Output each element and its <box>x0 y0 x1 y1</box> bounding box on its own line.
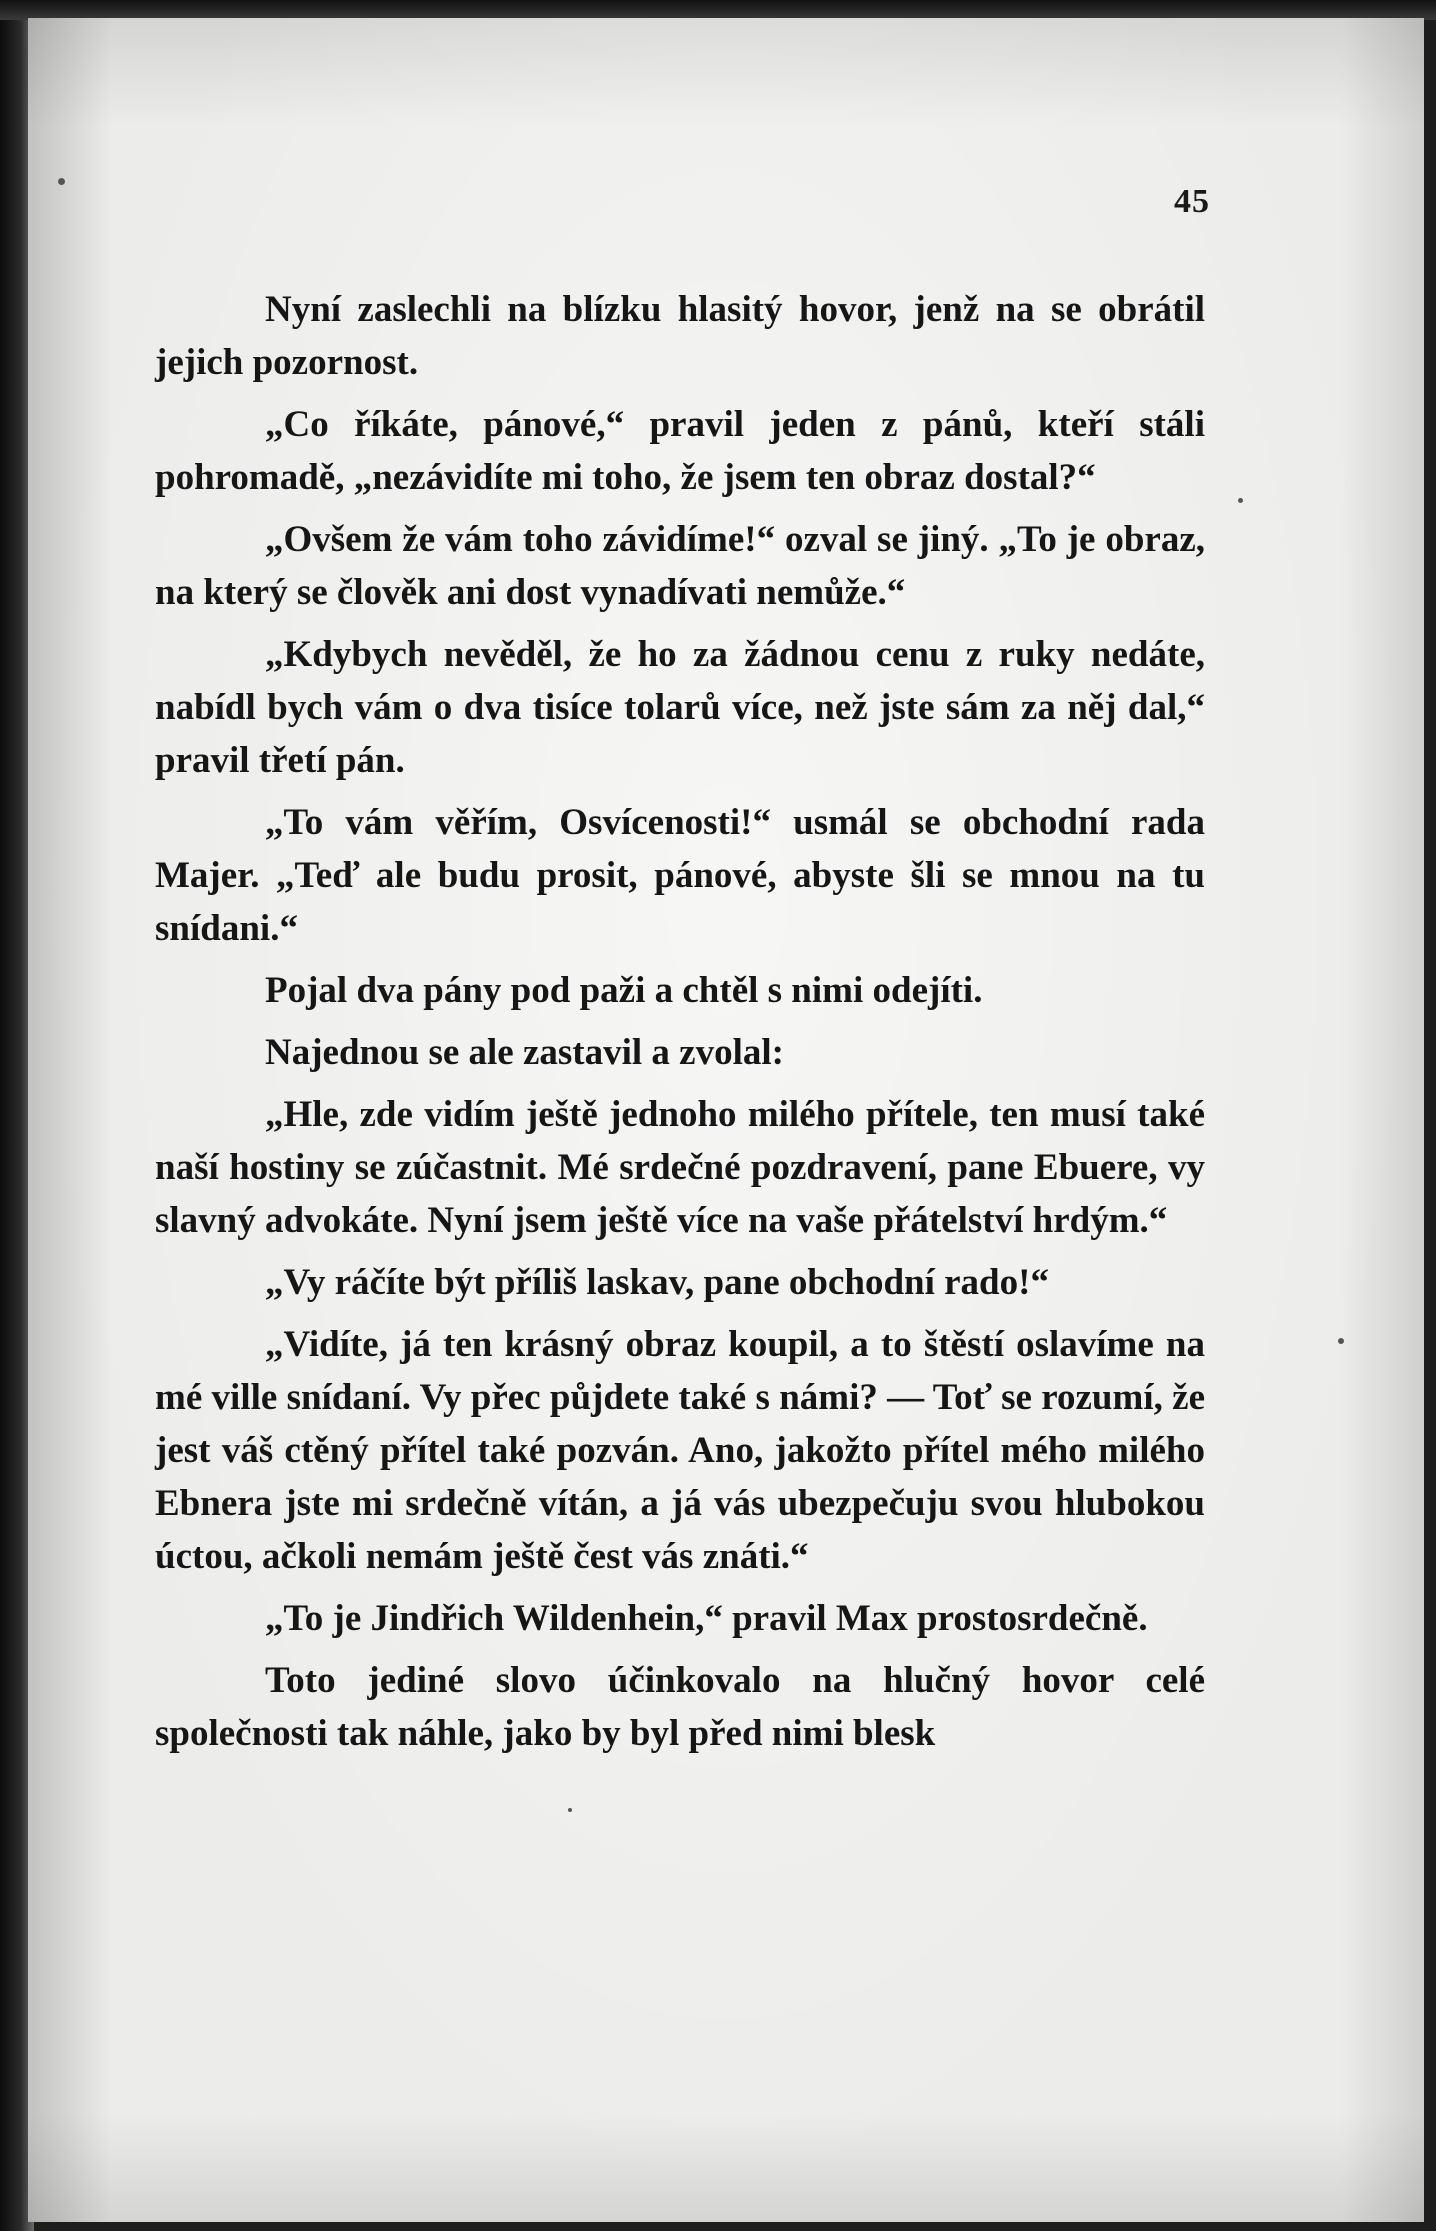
paragraph: „Hle, zde vidím ještě jednoho milého přítele, ten musí také naší hostiny se zúčastnit. Mé srdečné pozdravení, pane Ebuere, vy slavný advokáte. Nyní jsem ještě více na vaše přátelství hrdým.“ <box>155 1094 1205 1241</box>
paragraph: Nyní zaslechli na blízku hlasitý hovor, jenž na se obrátil jejich pozornost. <box>155 289 1205 383</box>
paragraph: „Co říkáte, pánové,“ pravil jeden z pánů, kteří stáli pohromadě, „nezávidíte mi toho, že jsem ten obraz dostal?“ <box>155 404 1205 498</box>
page-number: 45 <box>1174 183 1210 220</box>
paragraph: Pojal dva pány pod paži a chtěl s nimi odejíti. <box>265 970 983 1011</box>
paper-speck <box>568 1808 572 1812</box>
paragraph: Najednou se ale zastavil a zvolal: <box>265 1032 784 1073</box>
paragraph: „To je Jindřich Wildenhein,“ pravil Max prostosrdečně. <box>265 1598 1148 1639</box>
paragraph: „Vidíte, já ten krásný obraz koupil, a to štěstí oslavíme na mé ville snídaní. Vy přec půjdete také s námi? — Toť se rozumí, že jest váš ctěný přítel také pozván. Ano, jakožto přítel mého milého Ebnera jste mi srdečně vítán, a já vás ubezpečuju svou hlubokou úctou, ačkoli nemám ještě čest vás znáti.“ <box>155 1324 1205 1577</box>
paper-speck <box>58 178 65 185</box>
page-text <box>155 283 1205 1769</box>
paragraph: „Kdybych nevěděl, že ho za žádnou cenu z ruky nedáte, nabídl bych vám o dva tisíce tolarů více, než jste sám za něj dal,“ pravil třetí pán. <box>155 634 1205 781</box>
paper-speck <box>1338 1338 1344 1344</box>
paragraph: Toto jediné slovo účinkovalo na hlučný hovor celé společnosti tak náhle, jako by byl před nimi blesk <box>155 1660 1205 1754</box>
paragraph: „Vy ráčíte být příliš laskav, pane obchodní rado!“ <box>265 1262 1049 1303</box>
paragraph: „To vám věřím, Osvícenosti!“ usmál se obchodní rada Majer. „Teď ale budu prosit, pánové, abyste šli se mnou na tu snídani.“ <box>155 802 1205 949</box>
scan-top-edge <box>0 0 1436 20</box>
paragraph: „Ovšem že vám toho závidíme!“ ozval se jiný. „To je obraz, na který se člověk ani dost vynadívati nemůže.“ <box>155 519 1205 613</box>
paper-speck <box>1238 498 1243 503</box>
